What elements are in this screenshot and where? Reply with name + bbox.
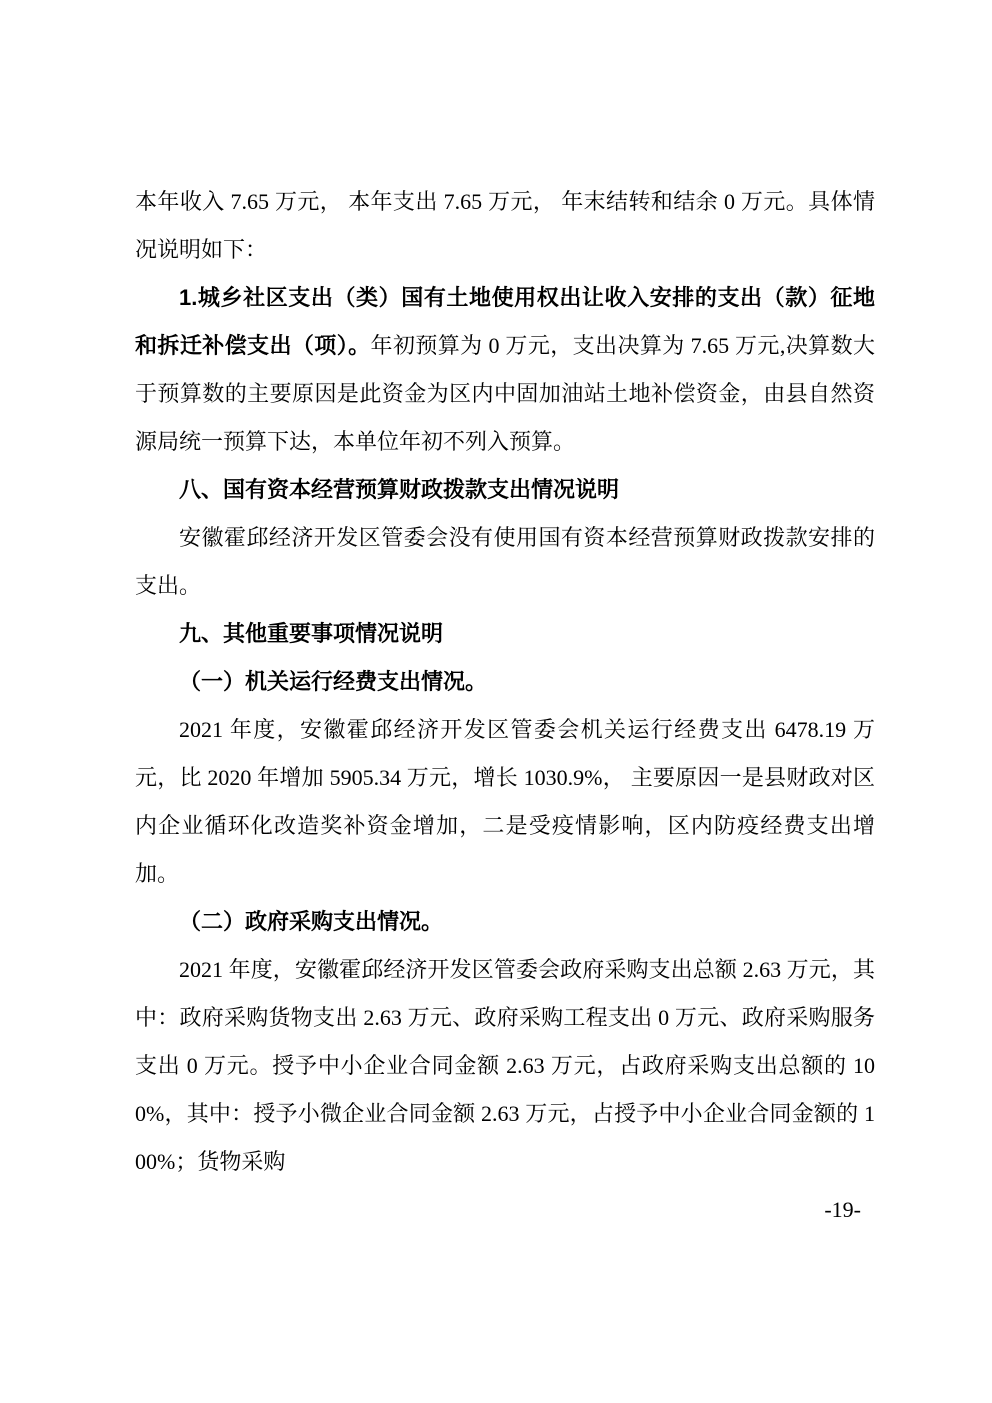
paragraph-procurement bbox=[135, 946, 875, 1186]
paragraph-carryover bbox=[135, 178, 875, 274]
paragraph-text: 年初预算为 0 万元，支出决算为 7.65 万元,决算数大于预算数的主要原因是此资金为区内中固加油站土地补偿资金，由县自然资源局统一预算下达，本单位年初不列入预算。 bbox=[135, 333, 875, 454]
paragraph-item1 bbox=[135, 274, 875, 466]
paragraph-operating-expense bbox=[135, 706, 875, 898]
paragraph-bold-lead: 1.城乡社区支出（类）国有土地使用权出让收入安排的支出（款）征地和拆迁补偿支出（项）。 bbox=[135, 285, 875, 358]
heading-section-8: 八、国有资本经营预算财政拨款支出情况说明 bbox=[179, 477, 620, 502]
paragraph-text: 2021 年度，安徽霍邱经济开发区管委会机关运行经费支出 6478.19 万元，比 2020 年增加 5905.34 万元，增长 1030.9%， 主要原因一是县财政对区内企业循环化改造奖补资金增加，二是受疫情影响，区内防疫经费支出增加。 bbox=[135, 717, 875, 886]
paragraph-text: 安徽霍邱经济开发区管委会没有使用国有资本经营预算财政拨款安排的支出。 bbox=[135, 525, 875, 598]
paragraph-section-8-body bbox=[135, 514, 875, 610]
page-number: -19- bbox=[824, 1197, 861, 1222]
heading-section-9-sub-1: （一）机关运行经费支出情况。 bbox=[179, 669, 488, 694]
paragraph-text: 2021 年度，安徽霍邱经济开发区管委会政府采购支出总额 2.63 万元，其中：政府采购货物支出 2.63 万元、政府采购工程支出 0 万元、政府采购服务支出 0 万元。授予中小企业合同金额 2.63 万元，占政府采购支出总额的 100%，其中：授予小微企业合同金额 2.63 万元，占授予中小企业合同金额的 100%；货物采购 bbox=[135, 957, 875, 1174]
paragraph-text: 本年收入 7.65 万元， 本年支出 7.65 万元， 年末结转和结余 0 万元。具体情况说明如下： bbox=[135, 189, 875, 262]
heading-section-9-sub-2: （二）政府采购支出情况。 bbox=[179, 909, 444, 934]
heading-section-9: 九、其他重要事项情况说明 bbox=[179, 621, 444, 646]
